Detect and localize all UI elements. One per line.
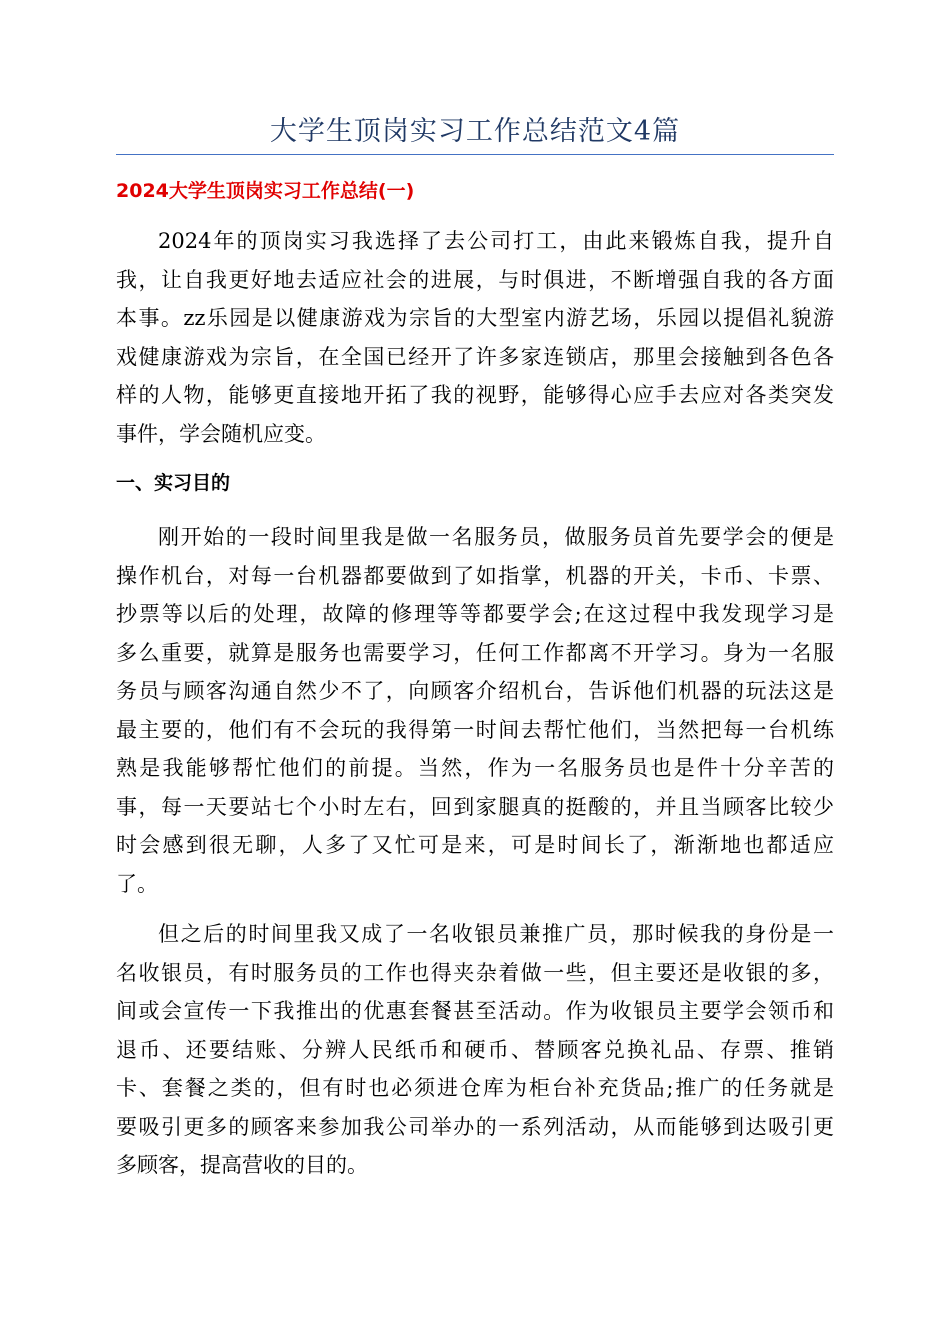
- paragraph-line: 样的人物，能够更直接地开拓了我的视野，能够得心应手去应对各类突发: [116, 383, 834, 407]
- paragraph-line: 间或会宣传一下我推出的优惠套餐甚至活动。作为收银员主要学会领币和: [116, 999, 834, 1023]
- paragraph-line: 刚开始的一段时间里我是做一名服务员，做服务员首先要学会的便是: [158, 525, 834, 549]
- paragraph-line: 但之后的时间里我又成了一名收银员兼推广员，那时候我的身份是一: [158, 922, 834, 946]
- paragraph-line: 我，让自我更好地去适应社会的进展，与时俱进，不断增强自我的各方面: [116, 267, 834, 292]
- paragraph-line: 事，每一天要站七个小时左右，回到家腿真的挺酸的，并且当顾客比较少: [116, 794, 834, 819]
- paragraph-line: 2024年的顶岗实习我选择了去公司打工，由此来锻炼自我，提升自: [158, 229, 834, 253]
- paragraph-line: 本事。zz乐园是以健康游戏为宗旨的大型室内游艺场，乐园以提倡礼貌游: [116, 306, 834, 330]
- paragraph-line: 了。: [116, 871, 158, 896]
- paragraph-line: 多么重要，就算是服务也需要学习，任何工作都离不开学习。身为一名服: [116, 640, 834, 665]
- section-heading: 2024大学生顶岗实习工作总结(一): [116, 180, 415, 202]
- paragraph-1: [116, 222, 834, 453]
- paragraph-line: 退币、还要结账、分辨人民纸币和硬币、替顾客兑换礼品、存票、推销: [116, 1037, 834, 1062]
- paragraph-line: 事件，学会随机应变。: [116, 421, 326, 446]
- paragraph-line: 务员与顾客沟通自然少不了，向顾客介绍机台，告诉他们机器的玩法这是: [116, 679, 834, 703]
- paragraph-line: 抄票等以后的处理，故障的修理等等都要学会;在这过程中我发现学习是: [116, 602, 834, 626]
- paragraph-line: 操作机台，对每一台机器都要做到了如指掌，机器的开关，卡币、卡票、: [116, 563, 834, 588]
- paragraph-line: 最主要的，他们有不会玩的我得第一时间去帮忙他们，当然把每一台机练: [116, 717, 834, 742]
- paragraph-2: [116, 518, 834, 903]
- paragraph-3: [116, 915, 834, 1185]
- title-underline-rule: [116, 154, 834, 155]
- paragraph-line: 名收银员，有时服务员的工作也得夹杂着做一些，但主要还是收银的多，: [116, 960, 834, 985]
- document-title: 大学生顶岗实习工作总结范文4篇: [269, 116, 681, 147]
- subheading-internship-purpose: 一、实习目的: [116, 472, 231, 494]
- paragraph-line: 戏健康游戏为宗旨，在全国已经开了许多家连锁店，那里会接触到各色各: [116, 344, 834, 369]
- paragraph-line: 时会感到很无聊，人多了又忙可是来，可是时间长了，渐渐地也都适应: [116, 833, 834, 857]
- paragraph-line: 熟是我能够帮忙他们的前提。当然，作为一名服务员也是件十分辛苦的: [116, 756, 834, 780]
- paragraph-line: 要吸引更多的顾客来参加我公司举办的一系列活动，从而能够到达吸引更: [116, 1114, 834, 1139]
- paragraph-line: 卡、套餐之类的，但有时也必须进仓库为柜台补充货品;推广的任务就是: [116, 1076, 834, 1100]
- paragraph-line: 多顾客，提高营收的目的。: [116, 1153, 368, 1177]
